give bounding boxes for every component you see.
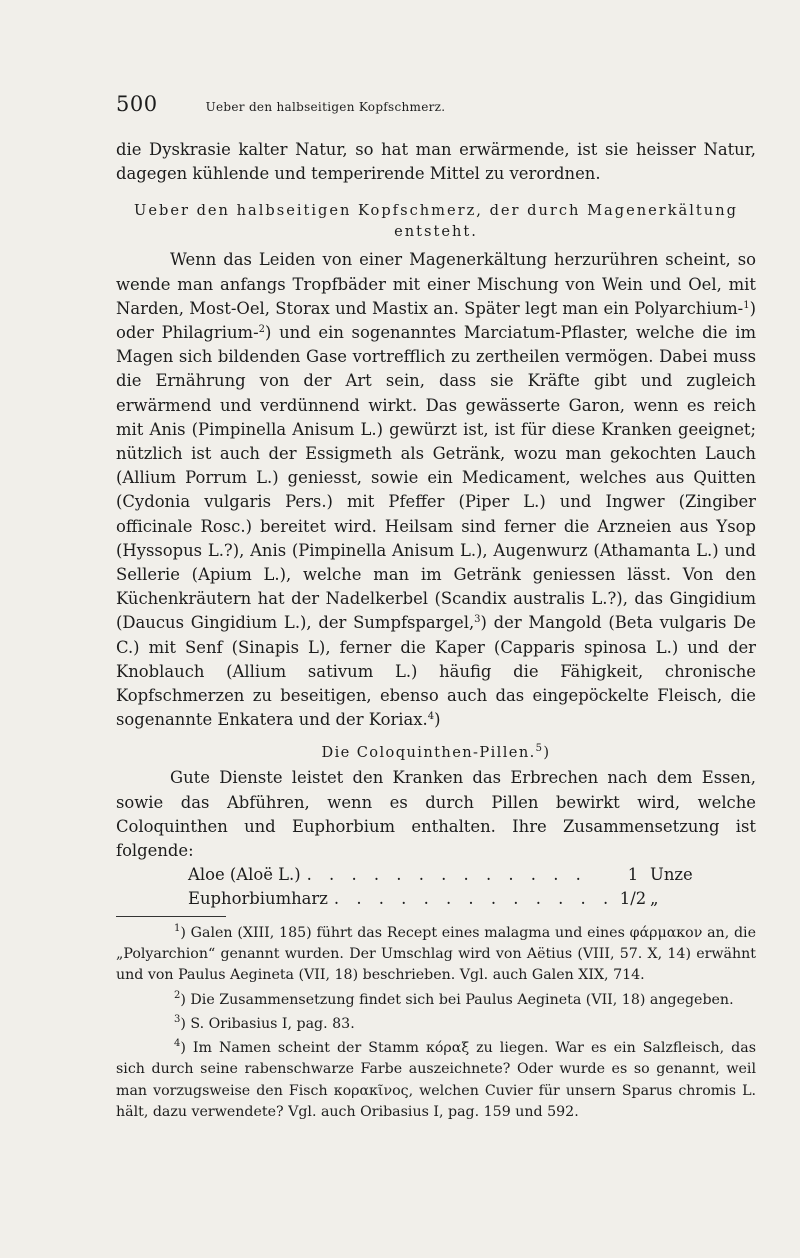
ingredient-name: Aloe (Aloë L.) — [188, 865, 301, 885]
footnote-text: ) Galen (XIII, 185) führt das Recept eines malagma und eines φάρμακον an, die „Polyarchion“ genannt wurden. Der Umschlag wird von Aëtius (VIII, 57. X, 14) erwähnt und von Paulus Aegineta (VII, 18) beschrieben. Vgl. auch Galen XIX, 714. — [116, 924, 756, 984]
leader-dots: . . . . . . . . . . . . . — [306, 865, 587, 885]
page-number: 500 — [116, 92, 158, 116]
ingredient-unit: „ — [650, 889, 659, 909]
footnote-3 — [116, 1014, 756, 1035]
ingredient-quantity: 1/2 — [619, 889, 647, 909]
footnotes — [116, 923, 756, 1124]
paragraph-text: Wenn das Leiden von einer Magenerkältung herzurühren scheint, so wende man anfangs Tropfbäder mit einer Mischung von Wein und Oel, mit Narden, Most-Oel, Storax und Mastix an. Später legt man ein Polyarchium- — [116, 250, 756, 318]
footnote-mark: 3 — [174, 1013, 181, 1025]
paragraph-text: ) oder Philagrium- — [116, 298, 756, 343]
footnote-1 — [116, 923, 756, 987]
recipe-row — [188, 863, 708, 887]
ingredient-name: Euphorbiumharz — [188, 889, 328, 909]
footnote-ref-2: 2 — [258, 324, 266, 336]
footnote-2 — [116, 990, 756, 1011]
section-title-tail: ) — [543, 744, 551, 762]
section-title-text: Die Coloquinthen-Pillen. — [321, 744, 536, 762]
section-title-magenerkaeltung: Ueber den halbseitigen Kopfschmerz, der durch Magenerkältung entsteht. — [134, 202, 738, 241]
footnote-mark: 2 — [174, 989, 181, 1001]
footnote-mark: 1 — [174, 922, 181, 934]
paragraph-text: ) — [434, 710, 441, 730]
paragraph-text: ) und ein sogenanntes Marciatum-Pflaster, welche die im Magen sich bildenden Gase vortrefflich zu zertheilen vermögen. Dabei muss die Ernährung von der Art sein, dass sie Kräfte gibt und zugleich erwärmend und verdünnend wirkt. Das gewässerte Garon, wenn es reich mit Anis (Pimpinella Anisum L.) gewürzt ist, ist für diese Kranken geeignet; nützlich ist auch der Essigmeth als Getränk, wozu man gekochten Lauch (Allium Porrum L.) geniesst, sowie ein Medicament, welches aus Quitten (Cydonia vulgaris Pers.) mit Pfeffer (Piper L.) und Ingwer (Zingiber officinale Rosc.) bereitet wird. Heilsam sind ferner die Arzneien aus Ysop (Hyssopus L.?), Anis (Pimpinella Anisum L.), Augenwurz (Athamanta L.) und Sellerie (Apium L.), welche man im Getränk geniessen lässt. Von den Küchenkräutern hat der Nadelkerbel (Scandix australis L.?), das Gingidium (Daucus Gingidium L.), der Sumpfspargel, — [116, 323, 757, 633]
body-paragraph-2: Gute Dienste leistet den Kranken das Erbrechen nach dem Essen, sowie das Abführen, wenn es durch Pillen bewirkt wird, welche Coloquinthen und Euphorbium enthalten. Ihre Zusammensetzung ist folgende: — [116, 768, 756, 861]
book-page — [116, 92, 756, 1126]
recipe-row — [188, 887, 708, 911]
footnote-text: ) S. Oribasius I, pag. 83. — [180, 1015, 355, 1032]
paragraph-text: ) der Mangold (Beta vulgaris De C.) mit Senf (Sinapis L), ferner die Kaper (Capparis spinosa L.) und der Knoblauch (Allium sativum L.) häufig die Fähigkeit, chronische Kopfschmerzen zu beseitigen, ebenso auch das eingepöckelte Fleisch, die sogenannte Enkatera und der Koriax. — [116, 613, 756, 730]
footnote-text: ) Im Namen scheint der Stamm κόραξ zu liegen. War es ein Salzfleisch, das sich durch seine rabenschwarze Farbe auszeichnete? Oder wurde es so genannt, weil man vorzugsweise den Fisch κορακῖνος, welchen Cuvier für unsern Sparus chromis L. hält, dazu verwendete? Vgl. auch Oribasius I, pag. 159 und 592. — [116, 1040, 756, 1121]
ingredient-unit: Unze — [650, 865, 693, 885]
ingredient-quantity: 1 — [627, 865, 639, 885]
recipe-list — [188, 863, 708, 911]
leader-dots: . . . . . . . . . . . . . — [333, 889, 615, 909]
page-header — [116, 92, 756, 124]
footnote-ref-4: 4 — [427, 711, 435, 723]
body-paragraph-1 — [116, 248, 756, 732]
footnote-ref-5: 5 — [535, 743, 544, 755]
footnote-text: ) Die Zusammensetzung findet sich bei Paulus Aegineta (VII, 18) angegeben. — [180, 991, 734, 1008]
footnote-divider — [116, 916, 226, 917]
footnote-ref-1: 1 — [743, 299, 750, 311]
section-title-coloquinthen — [116, 742, 756, 763]
footnote-4 — [116, 1038, 756, 1123]
running-title: Ueber den halbseitigen Kopfschmerz. — [205, 100, 446, 114]
intro-paragraph: die Dyskrasie kalter Natur, so hat man erwärmende, ist sie heisser Natur, dagegen kühlende und temperirende Mittel zu verordnen. — [116, 140, 756, 184]
footnote-ref-3: 3 — [474, 614, 481, 626]
footnote-mark: 4 — [174, 1038, 181, 1050]
